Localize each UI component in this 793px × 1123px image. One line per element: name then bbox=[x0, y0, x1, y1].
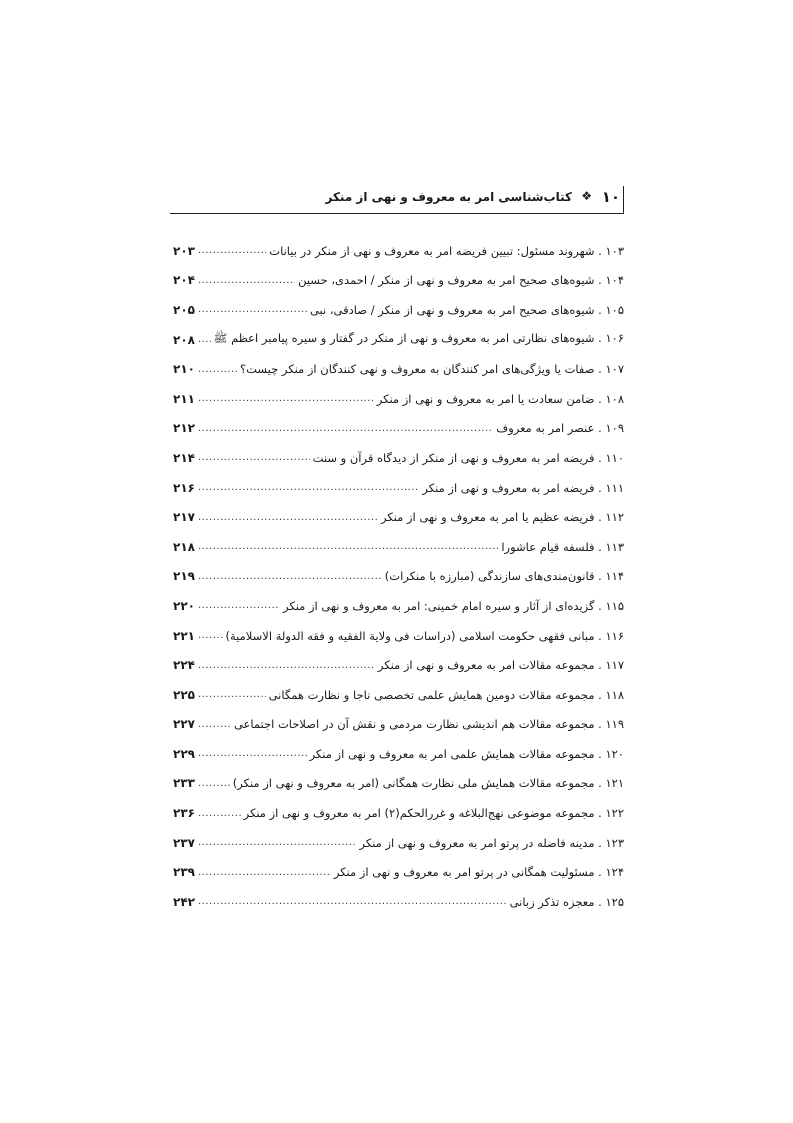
dot-leader bbox=[198, 748, 307, 759]
toc-entry bbox=[173, 502, 624, 532]
toc-entry-title: ۱۱۶ . مبانی فقهی حکومت اسلامی (دراسات فی ولایة الفقیه و فقه الدولة الاسلامیة) bbox=[225, 628, 624, 643]
toc-entry-page: ۲۲۰ bbox=[173, 598, 195, 613]
toc-entry-title: ۱۱۱ . فریضه امر به معروف و نهی از منکر bbox=[422, 480, 624, 495]
toc-entry-page: ۲۳۳ bbox=[173, 776, 195, 791]
toc-entry-title: ۱۱۳ . فلسفه قیام عاشورا bbox=[501, 539, 624, 554]
toc-entry-page: ۲۱۱ bbox=[173, 391, 195, 406]
dot-leader bbox=[198, 808, 241, 819]
toc-entry-title: ۱۰۷ . صفات یا ویژگی‌های امر کنندگان به معروف و نهی کنندگان از منکر چیست؟ bbox=[239, 362, 624, 377]
toc-entry bbox=[173, 710, 624, 740]
toc-entry-page: ۲۱۸ bbox=[173, 539, 195, 554]
toc-entry bbox=[173, 591, 624, 621]
dot-leader bbox=[198, 896, 507, 907]
toc-entry-page: ۲۴۲ bbox=[173, 894, 195, 909]
toc-entry bbox=[173, 828, 624, 858]
dot-leader bbox=[198, 275, 295, 286]
toc-entry-page: ۲۳۶ bbox=[173, 806, 195, 821]
dot-leader bbox=[198, 630, 223, 641]
toc-entry bbox=[173, 473, 624, 503]
toc-entry-page: ۲۲۴ bbox=[173, 658, 195, 673]
toc-entry-title: ۱۲۲ . مجموعه موضوعی نهج‌البلاغه و غررالحکم(۲) امر به معروف و نهی از منکر bbox=[243, 806, 624, 821]
toc-entry-page: ۲۱۷ bbox=[173, 510, 195, 525]
running-header bbox=[170, 186, 620, 212]
toc-entry-page: ۲۰۴ bbox=[173, 273, 195, 288]
toc-entry bbox=[173, 798, 624, 828]
toc-entry-page: ۲۳۹ bbox=[173, 865, 195, 880]
toc-entry-title: ۱۱۵ . گزیده‌ای از آثار و سیره امام خمینی: امر به معروف و نهی از منکر bbox=[283, 598, 624, 613]
toc-entry bbox=[173, 295, 624, 325]
toc-entry-page: ۲۱۹ bbox=[173, 569, 195, 584]
toc-entry bbox=[173, 562, 624, 592]
dot-leader bbox=[198, 334, 211, 345]
toc-entry bbox=[173, 887, 624, 917]
header-rule bbox=[170, 213, 624, 214]
toc-entry bbox=[173, 769, 624, 799]
header-vertical-rule bbox=[623, 186, 624, 214]
toc-entry bbox=[173, 650, 624, 680]
table-of-contents bbox=[173, 236, 624, 917]
toc-entry-title: ۱۰۳ . شهروند مسئول: تبیین فریضه امر به معروف و نهی از منکر در بیانات bbox=[269, 243, 624, 258]
toc-entry-page: ۲۱۶ bbox=[173, 480, 195, 495]
dot-leader bbox=[198, 600, 280, 611]
toc-entry-page: ۲۱۰ bbox=[173, 362, 195, 377]
toc-entry-title: ۱۲۵ . معجزه تذکر زبانی bbox=[509, 894, 624, 909]
dot-leader bbox=[198, 512, 378, 523]
dot-leader bbox=[198, 482, 419, 493]
page-number: ۱۰ bbox=[601, 188, 620, 206]
dot-leader bbox=[198, 778, 230, 789]
toc-entry bbox=[173, 532, 624, 562]
toc-entry-title: ۱۱۰ . فریضه امر به معروف و نهی از منکر از دیدگاه قرآن و سنت bbox=[312, 450, 624, 465]
toc-entry-title: ۱۲۱ . مجموعه مقالات همایش ملی نظارت همگانی (امر به معروف و نهی از منکر) bbox=[232, 776, 624, 791]
running-title: کتاب‌شناسی امر به معروف و نهی از منکر bbox=[325, 190, 572, 204]
toc-entry-page: ۲۲۹ bbox=[173, 746, 195, 761]
toc-entry bbox=[173, 443, 624, 473]
toc-entry bbox=[173, 325, 624, 355]
toc-entry bbox=[173, 384, 624, 414]
dot-leader bbox=[198, 304, 307, 315]
dot-leader bbox=[198, 719, 231, 730]
toc-entry-title: ۱۰۸ . ضامن سعادت یا امر به معروف و نهی از منکر bbox=[376, 391, 624, 406]
dot-leader bbox=[198, 867, 331, 878]
toc-entry bbox=[173, 354, 624, 384]
toc-entry-title: ۱۰۴ . شیوه‌های صحیح امر به معروف و نهی از منکر / احمدی، حسین bbox=[298, 273, 624, 288]
toc-entry-page: ۲۲۵ bbox=[173, 687, 195, 702]
dot-leader bbox=[198, 837, 357, 848]
toc-entry-title: ۱۲۳ . مدینه فاضله در پرتو امر به معروف و نهی از منکر bbox=[359, 835, 624, 850]
toc-entry-page: ۲۰۸ bbox=[173, 332, 195, 347]
toc-entry-page: ۲۰۵ bbox=[173, 302, 195, 317]
dot-leader bbox=[198, 245, 266, 256]
dot-leader bbox=[198, 541, 498, 552]
toc-entry-page: ۲۲۷ bbox=[173, 717, 195, 732]
toc-entry-page: ۲۲۱ bbox=[173, 628, 195, 643]
toc-entry-title: ۱۱۴ . قانون‌مندی‌های سازندگی (مبارزه با منکرات) bbox=[384, 569, 624, 584]
toc-entry-title: ۱۲۰ . مجموعه مقالات همایش علمی امر به معروف و نهی از منکر bbox=[309, 746, 624, 761]
toc-entry-title: ۱۱۸ . مجموعه مقالات دومین همایش علمی تخصصی ناجا و نظارت همگانی bbox=[268, 687, 624, 702]
dot-leader bbox=[198, 452, 310, 463]
dot-leader bbox=[198, 660, 375, 671]
diamond-ornament-icon: ❖ bbox=[581, 189, 592, 203]
dot-leader bbox=[198, 364, 237, 375]
dot-leader bbox=[198, 393, 374, 404]
toc-entry bbox=[173, 680, 624, 710]
toc-entry-title: ۱۰۵ . شیوه‌های صحیح امر به معروف و نهی از منکر / صادقی، نبی bbox=[309, 302, 624, 317]
dot-leader bbox=[198, 571, 382, 582]
toc-entry-title: ۱۱۲ . فریضه عظیم یا امر به معروف و نهی از منکر bbox=[380, 510, 624, 525]
toc-entry-page: ۲۱۴ bbox=[173, 450, 195, 465]
toc-entry bbox=[173, 739, 624, 769]
toc-entry bbox=[173, 857, 624, 887]
toc-entry-title: ۱۰۶ . شیوه‌های نظارتی امر به معروف و نهی از منکر در گفتار و سیره پیامبر اعظم ﷺ bbox=[213, 331, 624, 346]
toc-entry bbox=[173, 414, 624, 444]
toc-entry-page: ۲۳۷ bbox=[173, 835, 195, 850]
dot-leader bbox=[198, 423, 493, 434]
toc-entry-title: ۱۰۹ . عنصر امر به معروف bbox=[496, 421, 624, 436]
toc-entry-page: ۲۱۲ bbox=[173, 421, 195, 436]
toc-entry-title: ۱۲۴ . مسئولیت همگانی در پرتو امر به معروف و نهی از منکر bbox=[333, 865, 624, 880]
toc-entry bbox=[173, 621, 624, 651]
toc-entry-title: ۱۱۹ . مجموعه مقالات هم اندیشی نظارت مردمی و نقش آن در اصلاحات اجتماعی bbox=[233, 717, 624, 732]
dot-leader bbox=[198, 689, 266, 700]
toc-entry bbox=[173, 266, 624, 296]
toc-entry-title: ۱۱۷ . مجموعه مقالات امر به معروف و نهی از منکر bbox=[377, 658, 624, 673]
toc-entry bbox=[173, 236, 624, 266]
toc-entry-page: ۲۰۳ bbox=[173, 243, 195, 258]
